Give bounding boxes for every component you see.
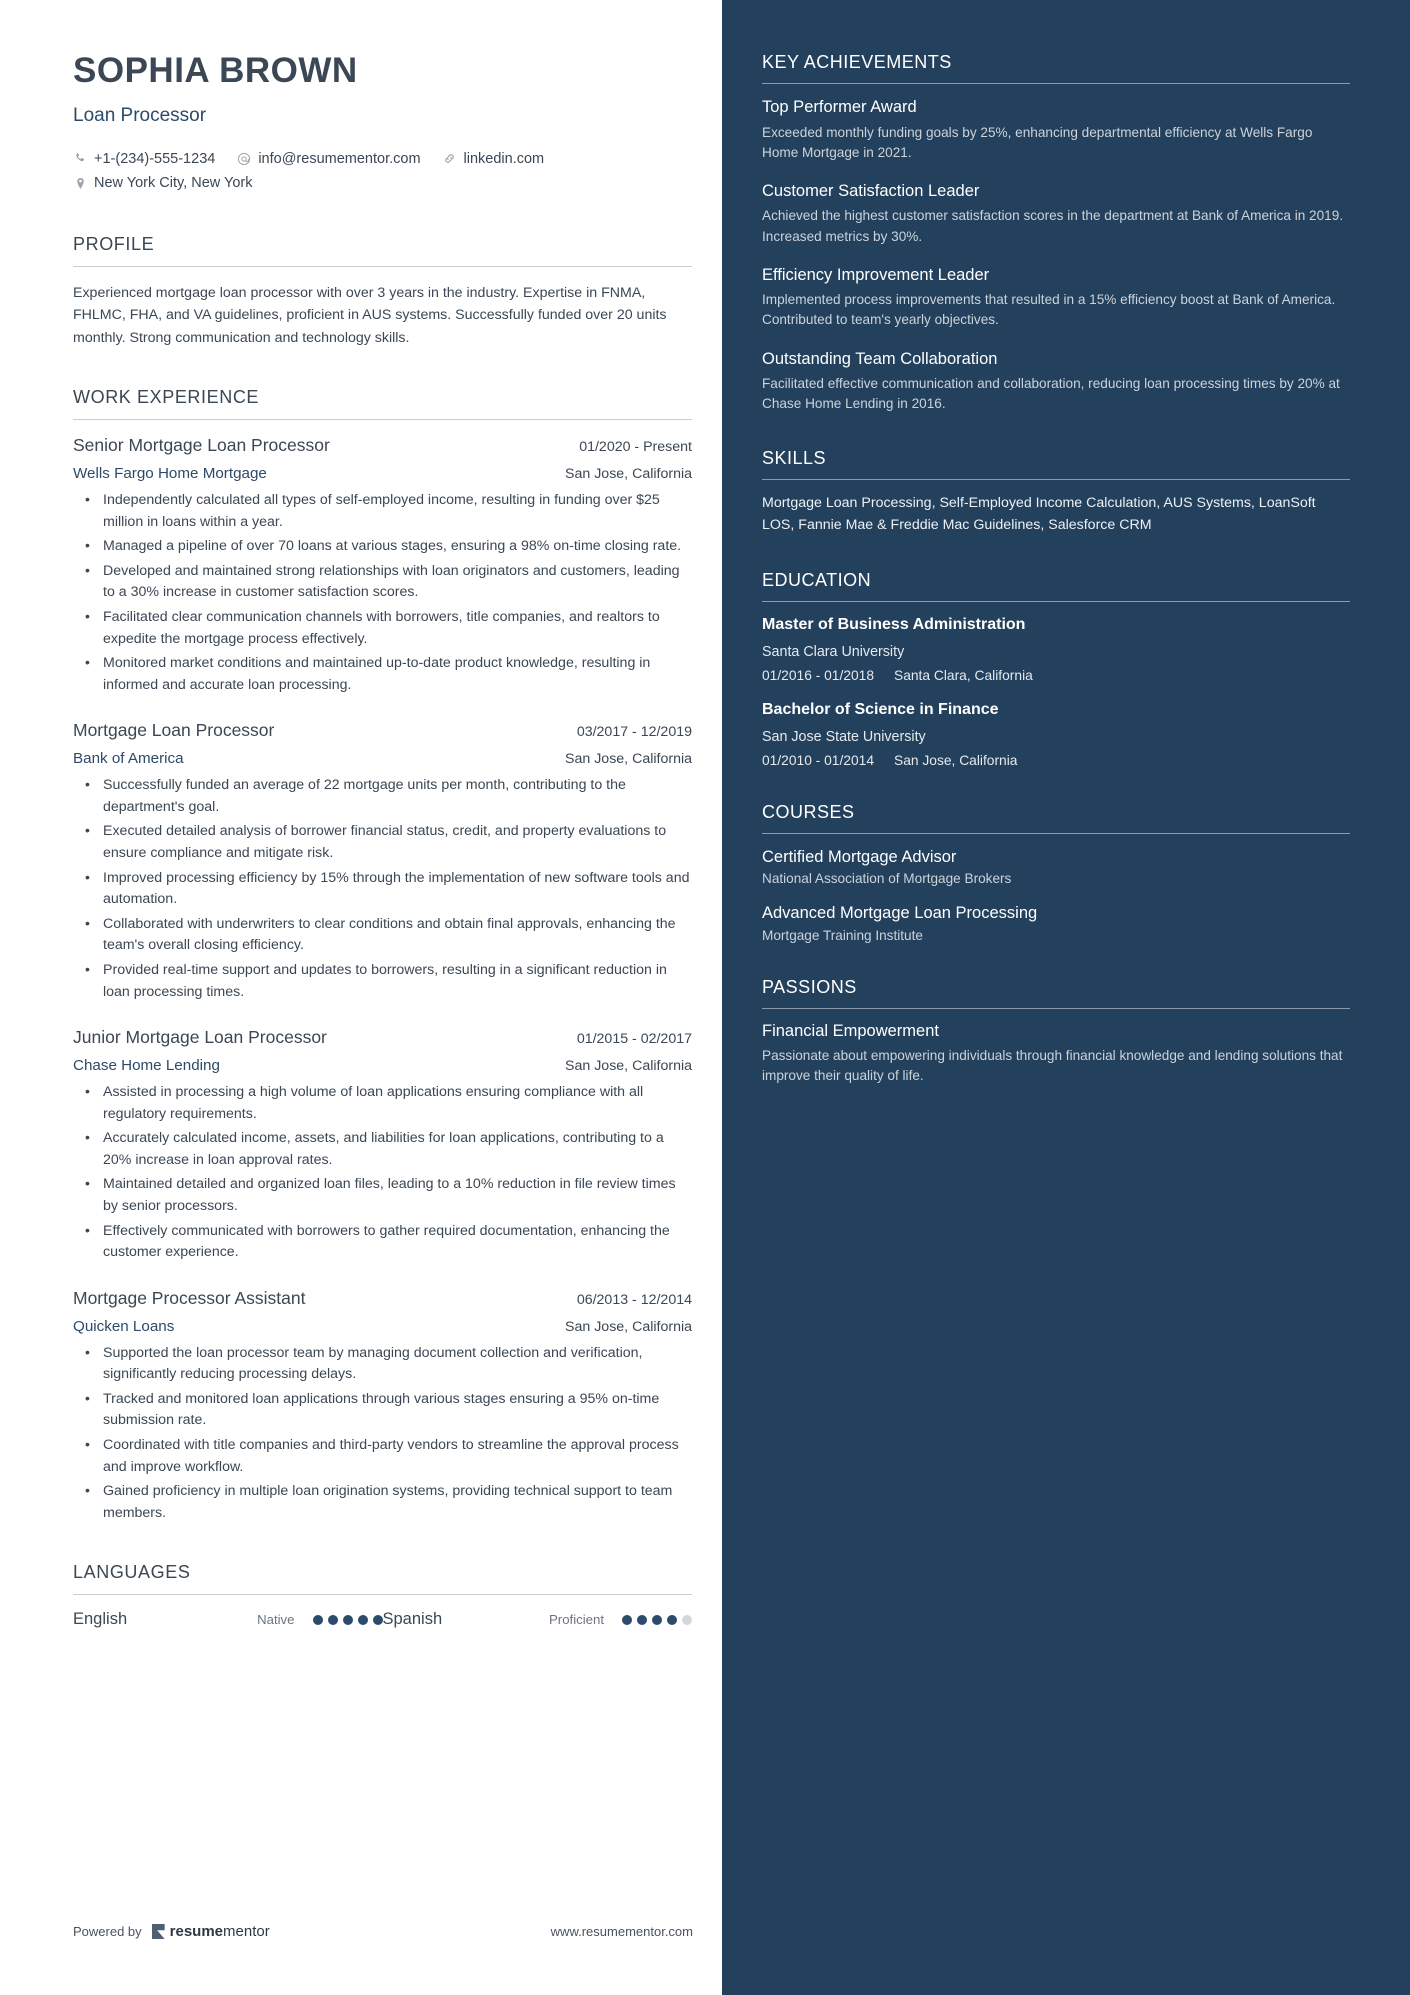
- job-dates: 01/2015 - 02/2017: [576, 1031, 692, 1048]
- language-level-dots: [313, 1615, 383, 1625]
- job-bullet: • Effectively communicated with borrowers to gather required documentation, enhancing the customer experience.: [73, 1221, 692, 1264]
- job-entry: [73, 720, 692, 1003]
- contact-location-text: New York City, New York: [94, 175, 253, 192]
- location-pin-icon: [73, 176, 87, 190]
- footer-website[interactable]: www.resumementor.com: [550, 1924, 693, 1939]
- job-bullet: • Executed detailed analysis of borrower financial status, credit, and property evaluations to ensure compliance and mitigate risk.: [73, 821, 692, 864]
- job-location: San Jose, California: [565, 1058, 692, 1075]
- job-position: Senior Mortgage Loan Processor: [73, 435, 330, 456]
- course-title: Advanced Mortgage Loan Processing: [762, 904, 1038, 923]
- work-experience-section: [73, 387, 692, 1524]
- job-position: Mortgage Loan Processor: [73, 720, 275, 741]
- job-entry: [73, 1288, 692, 1525]
- job-bullet: • Independently calculated all types of self-employed income, resulting in funding over $25 million in loans within a year.: [73, 490, 692, 533]
- contact-email[interactable]: [237, 147, 420, 172]
- job-list: [73, 435, 692, 1524]
- education-meta: [762, 668, 1350, 683]
- education-degree: Master of Business Administration: [762, 615, 1026, 633]
- education-school: Santa Clara University: [762, 643, 905, 660]
- job-header: [73, 720, 692, 741]
- job-bullet: • Accurately calculated income, assets, and liabilities for loan applications, contributing to a 20% increase in loan approval rates.: [73, 1128, 692, 1171]
- phone-icon: [73, 152, 87, 166]
- language-level-dot: [637, 1615, 647, 1625]
- education-dates: 01/2010 - 01/2014: [762, 752, 875, 768]
- course-title: Certified Mortgage Advisor: [762, 847, 957, 866]
- language-level-dot: [667, 1615, 677, 1625]
- job-location: San Jose, California: [565, 466, 692, 483]
- language-level-dot: [652, 1615, 662, 1625]
- profile-heading: PROFILE: [73, 233, 155, 254]
- job-bullet: • Successfully funded an average of 22 mortgage units per month, contributing to the department's goal.: [73, 775, 692, 818]
- skills-heading: SKILLS: [762, 448, 827, 469]
- job-subheader: [73, 750, 692, 767]
- job-location: San Jose, California: [565, 751, 692, 768]
- job-header: [73, 1288, 692, 1309]
- key-achievements-heading: KEY ACHIEVEMENTS: [762, 52, 952, 72]
- education-dates: 01/2016 - 01/2018: [762, 667, 875, 683]
- job-position: Junior Mortgage Loan Processor: [73, 1027, 327, 1048]
- passions-heading: PASSIONS: [762, 976, 857, 997]
- achievement-description: Facilitated effective communication and collaboration, reducing loan processing times by 20% at Chase Home Lending in 2016.: [762, 376, 1340, 412]
- resumementor-logo: [152, 1923, 270, 1940]
- achievement-item: [762, 181, 1350, 247]
- profile-text: Experienced mortgage loan processor with over 3 years in the industry. Expertise in FNMA, FHLMC, FHA, and VA guidelines, proficient in AUS systems. Successfully funded over 20 units monthly. Strong communication and technology skills.: [73, 284, 667, 346]
- key-achievements-section: [762, 52, 1350, 414]
- work-experience-heading: WORK EXPERIENCE: [73, 387, 260, 408]
- email-icon: [237, 152, 251, 166]
- achievement-description: Implemented process improvements that resulted in a 15% efficiency boost at Bank of America. Contributed to team's yearly objectives.: [762, 292, 1336, 328]
- achievement-title: Efficiency Improvement Leader: [762, 265, 990, 284]
- job-entry: [73, 1027, 692, 1264]
- work-experience-divider: [73, 419, 692, 420]
- language-level-label: Proficient: [549, 1612, 604, 1628]
- job-subheader: [73, 1057, 692, 1074]
- courses-divider: [762, 833, 1350, 834]
- job-bullet: • Maintained detailed and organized loan files, leading to a 10% reduction in file review times by senior processors.: [73, 1174, 692, 1217]
- passion-item: [762, 1022, 1350, 1086]
- job-company: Bank of America: [73, 750, 184, 768]
- course-list: [762, 847, 1350, 943]
- course-organization: National Association of Mortgage Brokers: [762, 871, 1012, 887]
- education-item: [762, 700, 1350, 768]
- skills-text: Mortgage Loan Processing, Self-Employed Income Calculation, AUS Systems, LoanSoft LOS, Fannie Mae & Freddie Mac Guidelines, Salesforce CRM: [762, 495, 1316, 533]
- powered-by-group: [73, 1923, 270, 1940]
- job-bullet: • Coordinated with title companies and third-party vendors to streamline the approval process and improve workflow.: [73, 1435, 692, 1478]
- education-location: Santa Clara, California: [894, 667, 1033, 683]
- job-entry: [73, 435, 692, 696]
- contact-link[interactable]: [443, 147, 545, 172]
- job-header: [73, 435, 692, 456]
- job-bullet: • Facilitated clear communication channels with borrowers, title companies, and realtors to expedite the mortgage process effectively.: [73, 607, 692, 650]
- course-organization: Mortgage Training Institute: [762, 927, 923, 943]
- language-level-dot: [358, 1615, 368, 1625]
- job-bullet-list: [73, 490, 692, 696]
- achievement-description: Achieved the highest customer satisfaction scores in the department at Bank of America in 2019. Increased metrics by 30%.: [762, 208, 1344, 244]
- education-location: San Jose, California: [894, 752, 1018, 768]
- achievement-title: Top Performer Award: [762, 98, 917, 116]
- resumementor-mark-icon: [152, 1924, 165, 1939]
- job-bullet: • Collaborated with underwriters to clear conditions and obtain final approvals, enhancing the team's overall closing efficiency.: [73, 914, 692, 957]
- sidebar: [722, 0, 1410, 1995]
- language-level-dot: [313, 1615, 323, 1625]
- achievement-item: [762, 97, 1350, 163]
- header-job-title: Loan Processor: [73, 104, 207, 126]
- job-bullet: • Managed a pipeline of over 70 loans at various stages, ensuring a 98% on-time closing rate.: [73, 536, 692, 558]
- languages-heading: LANGUAGES: [73, 1562, 191, 1583]
- achievement-title: Outstanding Team Collaboration: [762, 349, 998, 368]
- language-level-label: Native: [257, 1612, 295, 1628]
- profile-section: [73, 234, 692, 349]
- languages-section: [73, 1562, 692, 1629]
- skills-section: [762, 448, 1350, 536]
- job-dates: 03/2017 - 12/2019: [576, 724, 692, 741]
- profile-divider: [73, 266, 692, 267]
- education-degree: Bachelor of Science in Finance: [762, 700, 999, 718]
- brand-second: mentor: [223, 1923, 270, 1940]
- achievement-title: Customer Satisfaction Leader: [762, 181, 980, 200]
- course-item: [762, 847, 1350, 887]
- job-position: Mortgage Processor Assistant: [73, 1287, 306, 1308]
- job-dates: 01/2020 - Present: [579, 439, 692, 456]
- achievement-description: Exceeded monthly funding goals by 25%, enhancing departmental efficiency at Wells Fargo Home Mortgage in 2021.: [762, 124, 1313, 160]
- job-bullet: • Improved processing efficiency by 15% through the implementation of new software tools and automation.: [73, 868, 692, 911]
- language-list: [73, 1610, 692, 1629]
- job-bullet: • Tracked and monitored loan applications through various stages ensuring a 95% on-time submission rate.: [73, 1389, 692, 1432]
- education-divider: [762, 601, 1350, 602]
- contact-link-text: linkedin.com: [463, 150, 545, 167]
- language-level-dot: [343, 1615, 353, 1625]
- language-name: Spanish: [382, 1610, 443, 1629]
- education-heading: EDUCATION: [762, 569, 872, 590]
- job-bullet: • Developed and maintained strong relationships with loan originators and customers, leading to a 30% increase in customer satisfaction scores.: [73, 561, 692, 604]
- skills-divider: [762, 479, 1350, 480]
- passions-divider: [762, 1008, 1350, 1009]
- job-bullet: • Assisted in processing a high volume of loan applications ensuring compliance with all regulatory requirements.: [73, 1082, 692, 1125]
- job-subheader: [73, 465, 692, 482]
- job-subheader: [73, 1318, 692, 1335]
- courses-heading: COURSES: [762, 801, 855, 822]
- key-achievements-divider: [762, 83, 1350, 84]
- achievement-list: [762, 97, 1350, 414]
- education-list: [762, 615, 1350, 768]
- page-title: SOPHIA BROWN: [73, 51, 358, 90]
- brand-first: resume: [169, 1923, 224, 1940]
- language-level-dots: [622, 1615, 692, 1625]
- education-section: [762, 570, 1350, 768]
- contact-phone[interactable]: [73, 147, 215, 172]
- language-name: English: [73, 1610, 128, 1629]
- job-bullet: • Supported the loan processor team by managing document collection and verification, significantly reducing processing delays.: [73, 1343, 692, 1386]
- job-bullet: • Provided real-time support and updates to borrowers, resulting in a significant reduction in loan processing times.: [73, 960, 692, 1003]
- achievement-item: [762, 349, 1350, 415]
- contact-email-text: info@resumementor.com: [258, 150, 421, 167]
- job-bullet-list: [73, 1082, 692, 1264]
- education-school: San Jose State University: [762, 728, 926, 745]
- job-bullet: • Monitored market conditions and maintained up-to-date product knowledge, resulting in informed and accurate loan processing.: [73, 653, 692, 696]
- job-header: [73, 1027, 692, 1048]
- languages-divider: [73, 1594, 692, 1595]
- job-company: Wells Fargo Home Mortgage: [73, 465, 267, 483]
- passions-section: [762, 977, 1350, 1086]
- contact-info: [73, 147, 692, 196]
- contact-phone-text: +1-(234)-555-1234: [94, 150, 216, 167]
- achievement-item: [762, 265, 1350, 331]
- language-item: [73, 1610, 383, 1629]
- job-location: San Jose, California: [565, 1318, 692, 1335]
- courses-section: [762, 802, 1350, 943]
- passion-title: Financial Empowerment: [762, 1021, 939, 1040]
- job-dates: 06/2013 - 12/2014: [576, 1291, 692, 1308]
- contact-location-row: [73, 171, 692, 196]
- job-bullet-list: [73, 1343, 692, 1525]
- education-meta: [762, 753, 1350, 768]
- education-item: [762, 615, 1350, 683]
- job-bullet-list: [73, 775, 692, 1003]
- link-icon: [443, 152, 457, 166]
- footer: [73, 1923, 693, 1940]
- passion-list: [762, 1022, 1350, 1086]
- language-level-dot: [682, 1615, 692, 1625]
- contact-location: [73, 171, 253, 196]
- language-level-dot: [622, 1615, 632, 1625]
- language-level-dot: [373, 1615, 383, 1625]
- language-level-dot: [328, 1615, 338, 1625]
- job-bullet: • Gained proficiency in multiple loan origination systems, providing technical support to team members.: [73, 1481, 692, 1524]
- job-company: Chase Home Lending: [73, 1057, 220, 1075]
- course-item: [762, 903, 1350, 943]
- passion-description: Passionate about empowering individuals through financial knowledge and lending solutions that improve their quality of life.: [762, 1047, 1343, 1083]
- job-company: Quicken Loans: [73, 1317, 175, 1335]
- powered-by-label: Powered by: [73, 1924, 142, 1939]
- language-item: [383, 1610, 693, 1629]
